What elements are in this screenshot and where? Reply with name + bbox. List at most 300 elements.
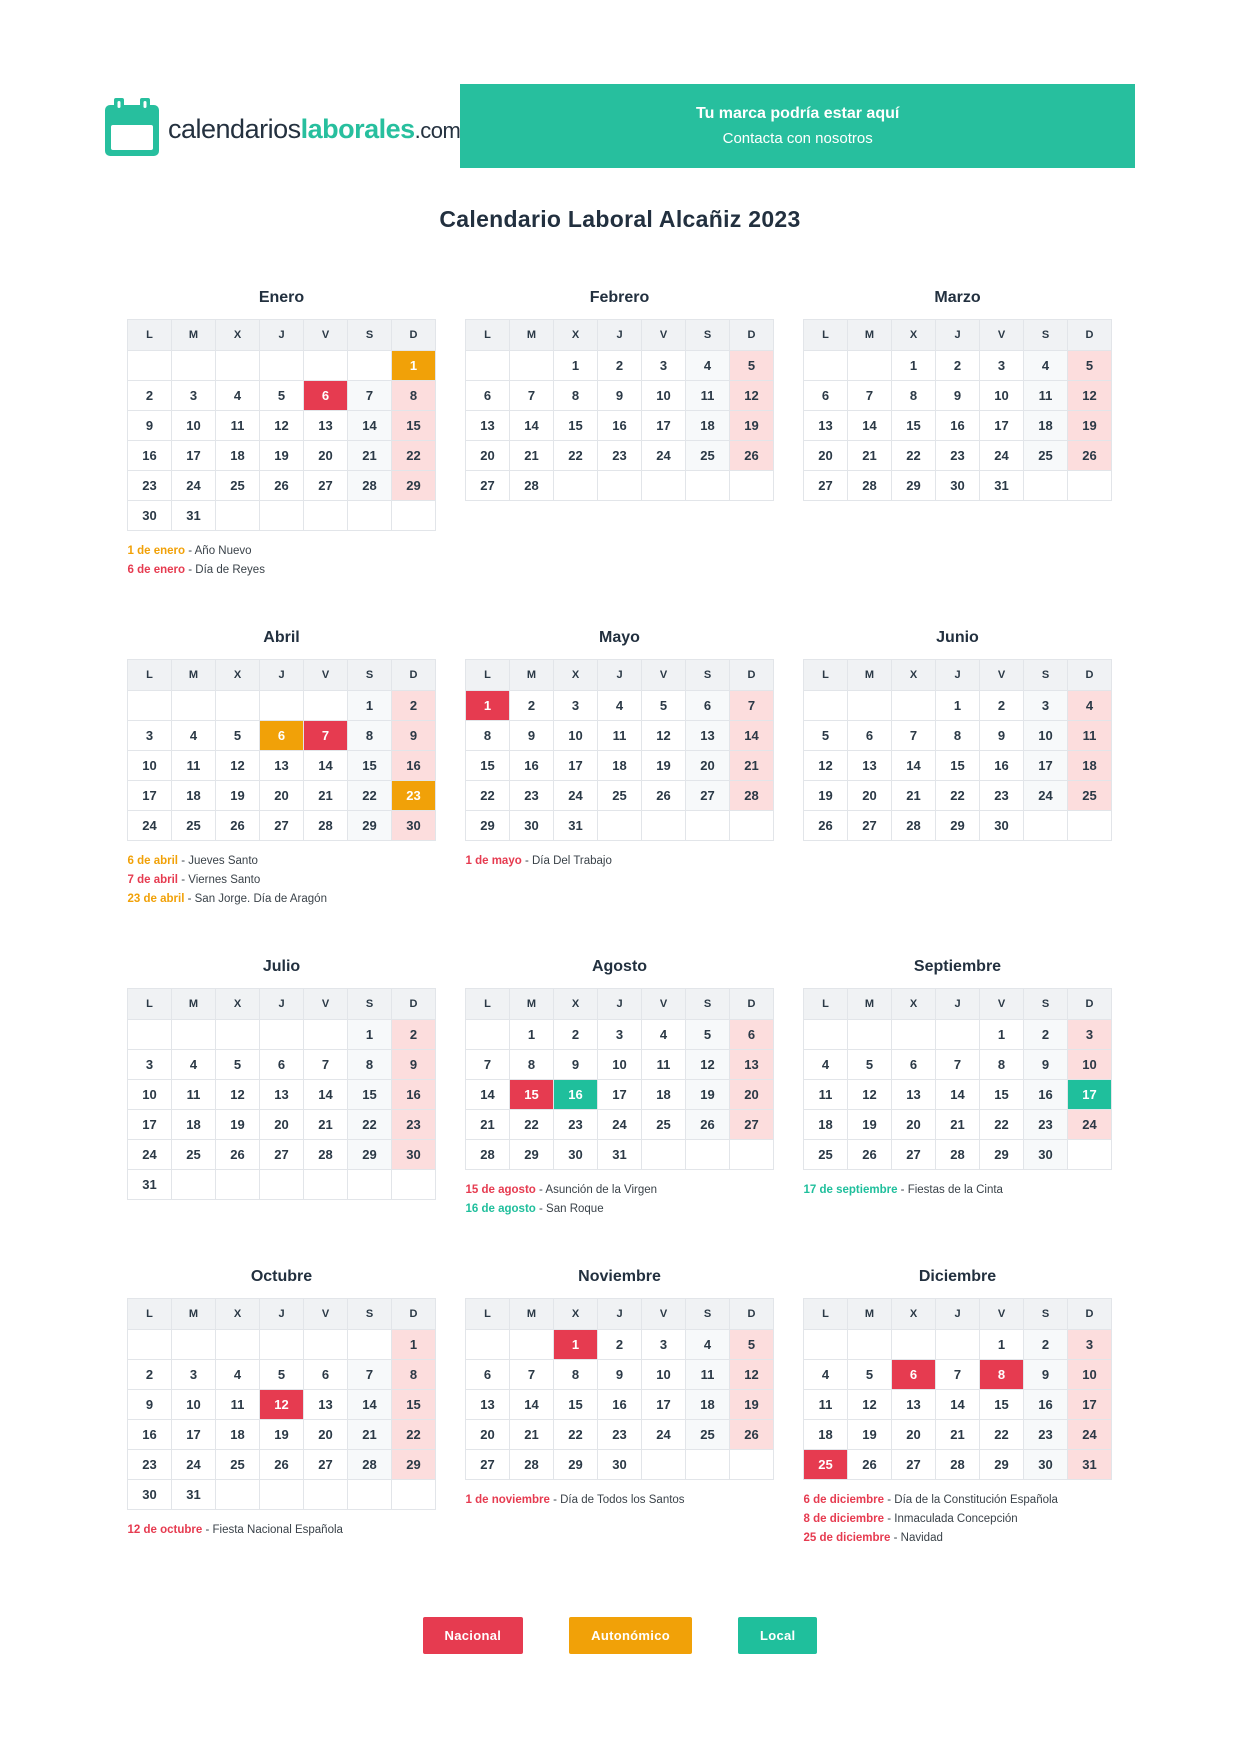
- empty-cell: [216, 691, 260, 721]
- day-cell: 22: [554, 1420, 598, 1450]
- day-cell: 1: [554, 351, 598, 381]
- month-table: [127, 1298, 436, 1510]
- day-cell: 27: [466, 471, 510, 501]
- month-notes: [800, 1184, 1116, 1196]
- day-cell: 25: [804, 1140, 848, 1170]
- day-cell: 8: [466, 721, 510, 751]
- day-cell: 24: [642, 441, 686, 471]
- day-cell: 10: [598, 1050, 642, 1080]
- empty-cell: [598, 471, 642, 501]
- day-cell: 28: [348, 1450, 392, 1480]
- day-cell: 5: [642, 691, 686, 721]
- day-cell: 9: [128, 411, 172, 441]
- day-cell: 31: [554, 811, 598, 841]
- weekday-header: V: [980, 320, 1024, 351]
- day-cell: 16: [936, 411, 980, 441]
- day-cell: 4: [642, 1020, 686, 1050]
- empty-cell: [466, 1020, 510, 1050]
- day-cell: 3: [128, 1050, 172, 1080]
- day-cell: 29: [936, 811, 980, 841]
- day-cell: 7: [936, 1050, 980, 1080]
- day-cell: 22: [554, 441, 598, 471]
- weekday-header: X: [216, 1299, 260, 1330]
- day-cell: 2: [510, 691, 554, 721]
- empty-cell: [686, 1140, 730, 1170]
- day-cell: 23: [392, 1110, 436, 1140]
- day-cell: 12: [260, 1390, 304, 1420]
- day-cell: 17: [128, 781, 172, 811]
- day-cell: 13: [730, 1050, 774, 1080]
- empty-cell: [642, 471, 686, 501]
- empty-cell: [1024, 811, 1068, 841]
- empty-cell: [348, 351, 392, 381]
- legend-autonomico-button[interactable]: Autonómico: [569, 1617, 692, 1654]
- weekday-header: M: [172, 989, 216, 1020]
- day-cell: 22: [892, 441, 936, 471]
- day-cell: 9: [554, 1050, 598, 1080]
- day-cell: 25: [216, 471, 260, 501]
- day-cell: 29: [510, 1140, 554, 1170]
- day-cell: 15: [466, 751, 510, 781]
- day-cell: 23: [1024, 1420, 1068, 1450]
- day-cell: 17: [598, 1080, 642, 1110]
- day-cell: 28: [936, 1450, 980, 1480]
- empty-cell: [804, 691, 848, 721]
- day-cell: 26: [686, 1110, 730, 1140]
- day-cell: 24: [1024, 781, 1068, 811]
- day-cell: 18: [804, 1420, 848, 1450]
- month-title: Enero: [258, 289, 305, 306]
- day-cell: 19: [730, 411, 774, 441]
- empty-cell: [848, 691, 892, 721]
- weekday-header: V: [642, 989, 686, 1020]
- weekday-header: S: [1024, 1299, 1068, 1330]
- day-cell: 7: [892, 721, 936, 751]
- empty-cell: [216, 1020, 260, 1050]
- month-table: [127, 988, 436, 1200]
- day-cell: 9: [1024, 1050, 1068, 1080]
- day-cell: 26: [216, 1140, 260, 1170]
- weekday-header: X: [892, 320, 936, 351]
- logo-text: [168, 114, 460, 145]
- day-cell: 27: [892, 1140, 936, 1170]
- day-cell: 3: [172, 1360, 216, 1390]
- holiday-date: 1 de enero: [127, 545, 186, 557]
- day-cell: 5: [260, 381, 304, 411]
- day-cell: 2: [392, 691, 436, 721]
- day-cell: 11: [686, 381, 730, 411]
- day-cell: 25: [1024, 441, 1068, 471]
- day-cell: 2: [554, 1020, 598, 1050]
- month-septiembre: [800, 958, 1116, 1203]
- month-noviembre: [462, 1268, 778, 1513]
- day-cell: 13: [304, 411, 348, 441]
- month-table: [465, 319, 774, 501]
- weekday-header: D: [392, 989, 436, 1020]
- holiday-name: Año Nuevo: [194, 545, 252, 557]
- day-cell: 7: [936, 1360, 980, 1390]
- note-separator: -: [535, 1184, 546, 1196]
- month-junio: [800, 629, 1116, 841]
- day-cell: 1: [554, 1330, 598, 1360]
- day-cell: 25: [216, 1450, 260, 1480]
- holiday-date: 17 de septiembre: [803, 1184, 898, 1196]
- empty-cell: [304, 1020, 348, 1050]
- month-abril: [124, 629, 440, 912]
- weekday-header: D: [1068, 320, 1112, 351]
- day-cell: 14: [466, 1080, 510, 1110]
- weekday-header: D: [1068, 1299, 1112, 1330]
- day-cell: 30: [980, 811, 1024, 841]
- day-cell: 15: [554, 411, 598, 441]
- day-cell: 15: [392, 411, 436, 441]
- weekday-header: M: [172, 1299, 216, 1330]
- day-cell: 18: [1024, 411, 1068, 441]
- day-cell: 17: [1024, 751, 1068, 781]
- day-cell: 15: [980, 1080, 1024, 1110]
- empty-cell: [128, 351, 172, 381]
- weekday-header: S: [348, 989, 392, 1020]
- day-cell: 8: [554, 1360, 598, 1390]
- day-cell: 4: [172, 721, 216, 751]
- day-cell: 20: [466, 1420, 510, 1450]
- day-cell: 1: [980, 1020, 1024, 1050]
- note-separator: -: [890, 1532, 901, 1544]
- day-cell: 28: [466, 1140, 510, 1170]
- note-separator: -: [521, 855, 532, 867]
- month-notes: [462, 1494, 778, 1506]
- note-separator: -: [178, 855, 189, 867]
- weekday-header: X: [216, 660, 260, 691]
- empty-cell: [128, 1330, 172, 1360]
- month-title: Junio: [936, 629, 979, 646]
- day-cell: 30: [392, 811, 436, 841]
- day-cell: 24: [1068, 1420, 1112, 1450]
- day-cell: 22: [348, 1110, 392, 1140]
- month-title: Noviembre: [578, 1268, 661, 1285]
- day-cell: 15: [554, 1390, 598, 1420]
- weekday-header: L: [128, 989, 172, 1020]
- day-cell: 12: [848, 1390, 892, 1420]
- day-cell: 17: [554, 751, 598, 781]
- weekday-header: V: [304, 1299, 348, 1330]
- day-cell: 20: [804, 441, 848, 471]
- day-cell: 4: [1068, 691, 1112, 721]
- weekday-header: X: [554, 1299, 598, 1330]
- day-cell: 22: [936, 781, 980, 811]
- day-cell: 30: [554, 1140, 598, 1170]
- empty-cell: [392, 1170, 436, 1200]
- holiday-date: 23 de abril: [127, 893, 185, 905]
- header: [0, 0, 1240, 168]
- empty-cell: [1068, 1140, 1112, 1170]
- holiday-name: Jueves Santo: [188, 855, 258, 867]
- month-title: Abril: [263, 629, 300, 646]
- empty-cell: [260, 691, 304, 721]
- month-table: [127, 319, 436, 531]
- day-cell: 15: [392, 1390, 436, 1420]
- empty-cell: [172, 351, 216, 381]
- day-cell: 11: [804, 1390, 848, 1420]
- empty-cell: [642, 1450, 686, 1480]
- day-cell: 9: [392, 721, 436, 751]
- day-cell: 16: [392, 751, 436, 781]
- day-cell: 24: [128, 811, 172, 841]
- weekday-header: V: [642, 1299, 686, 1330]
- weekday-header: S: [686, 660, 730, 691]
- day-cell: 3: [642, 1330, 686, 1360]
- day-cell: 21: [936, 1420, 980, 1450]
- day-cell: 19: [686, 1080, 730, 1110]
- day-cell: 5: [686, 1020, 730, 1050]
- empty-cell: [804, 351, 848, 381]
- day-cell: 7: [510, 381, 554, 411]
- legend-nacional-button[interactable]: Nacional: [423, 1617, 524, 1654]
- day-cell: 29: [554, 1450, 598, 1480]
- day-cell: 17: [642, 411, 686, 441]
- weekday-header: M: [848, 320, 892, 351]
- empty-cell: [936, 1020, 980, 1050]
- day-cell: 2: [1024, 1330, 1068, 1360]
- day-cell: 3: [642, 351, 686, 381]
- day-cell: 28: [730, 781, 774, 811]
- day-cell: 11: [804, 1080, 848, 1110]
- ad-banner[interactable]: [460, 84, 1135, 168]
- day-cell: 13: [848, 751, 892, 781]
- month-title: Mayo: [599, 629, 640, 646]
- day-cell: 16: [980, 751, 1024, 781]
- day-cell: 26: [216, 811, 260, 841]
- holiday-date: 16 de agosto: [465, 1203, 536, 1215]
- day-cell: 9: [128, 1390, 172, 1420]
- empty-cell: [392, 501, 436, 531]
- holiday-date: 1 de mayo: [465, 855, 522, 867]
- month-diciembre: [800, 1268, 1116, 1551]
- legend-local-button[interactable]: Local: [738, 1617, 817, 1654]
- weekday-header: X: [892, 989, 936, 1020]
- month-table: [465, 988, 774, 1170]
- weekday-header: L: [804, 320, 848, 351]
- day-cell: 27: [304, 1450, 348, 1480]
- day-cell: 21: [466, 1110, 510, 1140]
- holiday-name: Fiestas de la Cinta: [907, 1184, 1003, 1196]
- banner-contact-link: Contacta con nosotros: [722, 130, 873, 147]
- day-cell: 14: [510, 1390, 554, 1420]
- empty-cell: [348, 1480, 392, 1510]
- day-cell: 27: [260, 1140, 304, 1170]
- day-cell: 4: [216, 1360, 260, 1390]
- month-title: Marzo: [934, 289, 981, 306]
- holiday-note: [466, 1203, 778, 1215]
- empty-cell: [348, 1330, 392, 1360]
- weekday-header: V: [304, 320, 348, 351]
- month-marzo: [800, 289, 1116, 501]
- day-cell: 6: [260, 721, 304, 751]
- day-cell: 6: [892, 1050, 936, 1080]
- day-cell: 5: [730, 1330, 774, 1360]
- day-cell: 31: [598, 1140, 642, 1170]
- day-cell: 24: [128, 1140, 172, 1170]
- weekday-header: M: [172, 660, 216, 691]
- day-cell: 29: [348, 1140, 392, 1170]
- day-cell: 1: [510, 1020, 554, 1050]
- day-cell: 27: [466, 1450, 510, 1480]
- empty-cell: [730, 1140, 774, 1170]
- weekday-header: L: [128, 660, 172, 691]
- holiday-date: 8 de diciembre: [803, 1513, 885, 1525]
- day-cell: 18: [686, 1390, 730, 1420]
- day-cell: 22: [980, 1110, 1024, 1140]
- holiday-name: San Jorge. Día de Aragón: [194, 893, 327, 905]
- weekday-header: J: [598, 1299, 642, 1330]
- holiday-date: 6 de abril: [127, 855, 178, 867]
- weekday-header: J: [936, 1299, 980, 1330]
- day-cell: 19: [216, 1110, 260, 1140]
- day-cell: 23: [128, 1450, 172, 1480]
- empty-cell: [1068, 471, 1112, 501]
- logo-text-regular: calendarios: [168, 114, 301, 144]
- empty-cell: [260, 1170, 304, 1200]
- day-cell: 27: [686, 781, 730, 811]
- day-cell: 20: [304, 441, 348, 471]
- weekday-header: J: [598, 660, 642, 691]
- holiday-name: Día de Todos los Santos: [560, 1494, 685, 1506]
- day-cell: 27: [730, 1110, 774, 1140]
- empty-cell: [304, 501, 348, 531]
- day-cell: 10: [172, 1390, 216, 1420]
- day-cell: 8: [392, 381, 436, 411]
- holiday-date: 12 de octubre: [127, 1524, 203, 1536]
- day-cell: 18: [598, 751, 642, 781]
- day-cell: 3: [980, 351, 1024, 381]
- day-cell: 15: [892, 411, 936, 441]
- weekday-header: J: [936, 660, 980, 691]
- holiday-note: [128, 874, 440, 886]
- site-logo[interactable]: [105, 98, 460, 161]
- day-cell: 26: [260, 471, 304, 501]
- empty-cell: [304, 1170, 348, 1200]
- day-cell: 1: [466, 691, 510, 721]
- day-cell: 22: [980, 1420, 1024, 1450]
- day-cell: 14: [304, 751, 348, 781]
- empty-cell: [260, 1480, 304, 1510]
- day-cell: 19: [848, 1110, 892, 1140]
- day-cell: 1: [348, 1020, 392, 1050]
- day-cell: 1: [392, 1330, 436, 1360]
- day-cell: 3: [1068, 1020, 1112, 1050]
- month-octubre: [124, 1268, 440, 1543]
- day-cell: 26: [848, 1140, 892, 1170]
- weekday-header: X: [554, 660, 598, 691]
- legend: [0, 1617, 1240, 1734]
- day-cell: 23: [980, 781, 1024, 811]
- month-notes: [462, 1184, 778, 1215]
- day-cell: 30: [1024, 1450, 1068, 1480]
- day-cell: 20: [730, 1080, 774, 1110]
- day-cell: 9: [510, 721, 554, 751]
- month-title: Julio: [262, 958, 301, 975]
- holiday-note: [466, 855, 778, 867]
- holiday-note: [128, 893, 440, 905]
- day-cell: 3: [598, 1020, 642, 1050]
- weekday-header: D: [730, 320, 774, 351]
- day-cell: 12: [804, 751, 848, 781]
- month-table: [465, 659, 774, 841]
- day-cell: 20: [892, 1110, 936, 1140]
- day-cell: 18: [1068, 751, 1112, 781]
- day-cell: 31: [172, 1480, 216, 1510]
- month-table: [127, 659, 436, 841]
- day-cell: 10: [172, 411, 216, 441]
- weekday-header: V: [980, 660, 1024, 691]
- holiday-name: Inmaculada Concepción: [894, 1513, 1018, 1525]
- empty-cell: [1068, 811, 1112, 841]
- weekday-header: L: [466, 1299, 510, 1330]
- weekday-header: V: [304, 989, 348, 1020]
- day-cell: 18: [172, 781, 216, 811]
- day-cell: 21: [348, 1420, 392, 1450]
- day-cell: 31: [128, 1170, 172, 1200]
- note-separator: -: [185, 564, 196, 576]
- weekday-header: D: [730, 1299, 774, 1330]
- day-cell: 7: [848, 381, 892, 411]
- empty-cell: [304, 1330, 348, 1360]
- day-cell: 10: [554, 721, 598, 751]
- day-cell: 28: [510, 1450, 554, 1480]
- weekday-header: M: [848, 989, 892, 1020]
- empty-cell: [260, 1020, 304, 1050]
- day-cell: 8: [980, 1050, 1024, 1080]
- empty-cell: [260, 351, 304, 381]
- day-cell: 18: [172, 1110, 216, 1140]
- month-notes: [462, 855, 778, 867]
- day-cell: 24: [172, 471, 216, 501]
- calendar-logo-icon: [105, 98, 159, 161]
- weekday-header: S: [348, 660, 392, 691]
- weekday-header: J: [936, 989, 980, 1020]
- day-cell: 14: [936, 1080, 980, 1110]
- day-cell: 21: [510, 1420, 554, 1450]
- weekday-header: V: [980, 1299, 1024, 1330]
- holiday-date: 6 de diciembre: [803, 1494, 885, 1506]
- day-cell: 19: [848, 1420, 892, 1450]
- empty-cell: [172, 1330, 216, 1360]
- day-cell: 19: [260, 1420, 304, 1450]
- month-table: [465, 1298, 774, 1480]
- day-cell: 27: [304, 471, 348, 501]
- month-title: Diciembre: [918, 1268, 997, 1285]
- empty-cell: [466, 1330, 510, 1360]
- weekday-header: X: [216, 320, 260, 351]
- day-cell: 5: [1068, 351, 1112, 381]
- day-cell: 24: [980, 441, 1024, 471]
- empty-cell: [848, 1330, 892, 1360]
- day-cell: 17: [642, 1390, 686, 1420]
- holiday-note: [128, 1524, 440, 1536]
- empty-cell: [686, 811, 730, 841]
- day-cell: 13: [260, 751, 304, 781]
- day-cell: 13: [304, 1390, 348, 1420]
- day-cell: 14: [348, 411, 392, 441]
- day-cell: 18: [216, 441, 260, 471]
- day-cell: 16: [598, 1390, 642, 1420]
- note-separator: -: [202, 1524, 213, 1536]
- note-separator: -: [549, 1494, 561, 1506]
- day-cell: 16: [1024, 1080, 1068, 1110]
- weekday-header: J: [260, 320, 304, 351]
- day-cell: 17: [128, 1110, 172, 1140]
- empty-cell: [554, 471, 598, 501]
